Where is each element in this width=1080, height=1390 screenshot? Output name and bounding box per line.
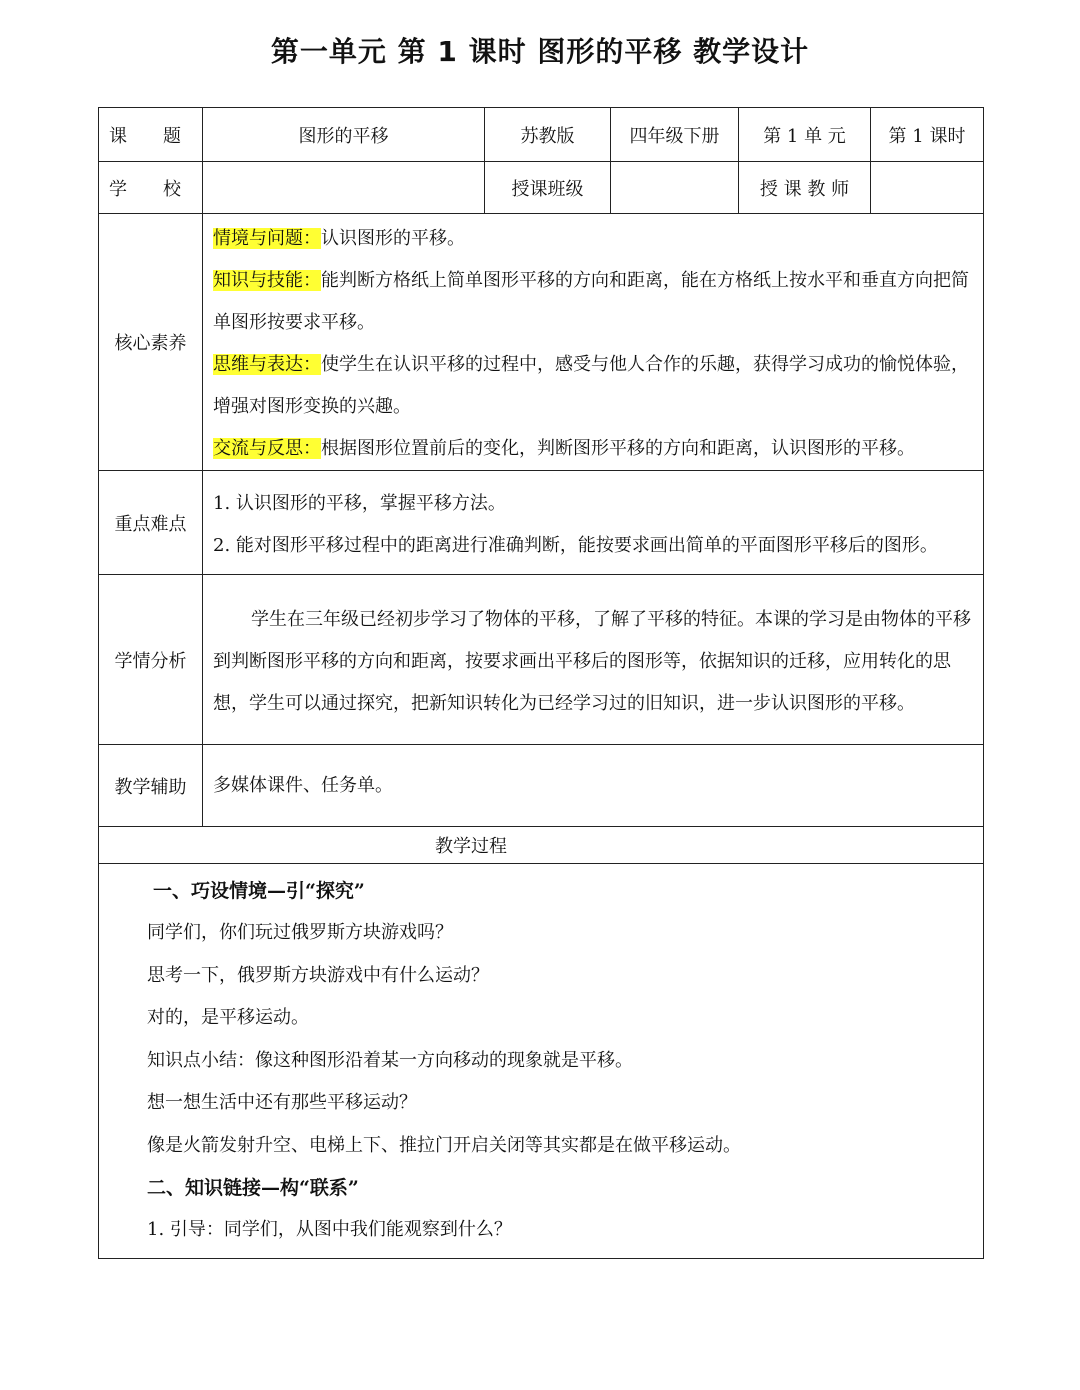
section2-line: 1. 引导：同学们，从图中我们能观察到什么？ <box>147 1219 512 1240</box>
class-value <box>611 162 739 214</box>
core-item-text: 使学生在认识平移的过程中，感受与他人合作的乐趣，获得学习成功的愉悦体验，增强对图形变换的兴趣。 <box>213 354 969 417</box>
page-title: 第一单元 第 1 课时 图形的平移 教学设计 <box>270 35 810 68</box>
core-item-text: 能判断方格纸上简单图形平移的方向和距离，能在方格纸上按水平和垂直方向把简单图形按要求平移。 <box>213 270 969 333</box>
table-row-topic <box>99 108 984 162</box>
core-item-key: 思维与表达： <box>213 354 321 375</box>
keypoint-item: 2. 能对图形平移过程中的距离进行准确判断，能按要求画出简单的平面图形平移后的图形。 <box>213 534 938 556</box>
unit-value: 第 1 单 元 <box>739 108 871 162</box>
core-item-text: 根据图形位置前后的变化，判断图形平移的方向和距离，认识图形的平移。 <box>321 438 915 459</box>
process-label: 教学过程 <box>99 827 984 864</box>
section1-line: 想一想生活中还有那些平移运动？ <box>147 1092 417 1113</box>
table-row-school <box>99 162 984 214</box>
table-row-analysis <box>99 575 984 745</box>
core-item <box>213 218 975 260</box>
core-item <box>213 344 975 428</box>
core-item-text: 认识图形的平移。 <box>321 228 465 249</box>
keypoints-label: 重点难点 <box>99 471 203 575</box>
table-row-keypoints <box>99 471 984 575</box>
class-label: 授课班级 <box>485 162 611 214</box>
core-item <box>213 428 975 470</box>
topic-label: 课 题 <box>99 108 203 162</box>
core-item-key: 知识与技能： <box>213 270 321 291</box>
keypoint-item: 1. 认识图形的平移，掌握平移方法。 <box>213 492 506 514</box>
school-value <box>203 162 485 214</box>
teacher-value <box>871 162 984 214</box>
section2-title: 二、知识链接—构“联系” <box>147 1177 359 1199</box>
analysis-content <box>203 575 984 745</box>
section1-line: 同学们，你们玩过俄罗斯方块游戏吗？ <box>147 922 453 943</box>
section1-line: 像是火箭发射升空、电梯上下、推拉门开启关闭等其实都是在做平移运动。 <box>147 1134 741 1156</box>
section1-line: 知识点小结：像这种图形沿着某一方向移动的现象就是平移。 <box>147 1049 633 1071</box>
keypoints-content <box>203 471 984 575</box>
topic-value: 图形的平移 <box>203 108 485 162</box>
analysis-label: 学情分析 <box>99 575 203 745</box>
core-content <box>203 214 984 471</box>
analysis-text: 学生在三年级已经初步学习了物体的平移，了解了平移的特征。本课的学习是由物体的平移到判断图形平移的方向和距离，按要求画出平移后的图形等，依据知识的迁移，应用转化的思想，学生可以通过探究，把新知识转化为已经学习过的旧知识，进一步认识图形的平移。 <box>213 608 971 714</box>
core-item <box>213 260 975 344</box>
lesson-plan-table <box>98 107 984 1259</box>
table-row-process <box>99 864 984 1259</box>
aids-label: 教学辅助 <box>99 745 203 827</box>
section1-line: 思考一下，俄罗斯方块游戏中有什么运动？ <box>147 964 489 986</box>
table-row-aids <box>99 745 984 827</box>
grade-value: 四年级下册 <box>611 108 739 162</box>
section1-title: 一、巧设情境—引“探究” <box>153 880 365 902</box>
core-item-key: 交流与反思： <box>213 438 321 459</box>
core-item-key: 情境与问题： <box>213 228 321 249</box>
process-content <box>99 864 984 1259</box>
school-label: 学 校 <box>99 162 203 214</box>
aids-content: 多媒体课件、任务单。 <box>203 745 984 827</box>
table-row-core <box>99 214 984 471</box>
section1-line: 对的，是平移运动。 <box>147 1007 309 1028</box>
teacher-label: 授 课 教 师 <box>739 162 871 214</box>
core-label: 核心素养 <box>99 214 203 471</box>
table-row-process-header <box>99 827 984 864</box>
publisher-value: 苏教版 <box>485 108 611 162</box>
lesson-value: 第 1 课时 <box>871 108 984 162</box>
